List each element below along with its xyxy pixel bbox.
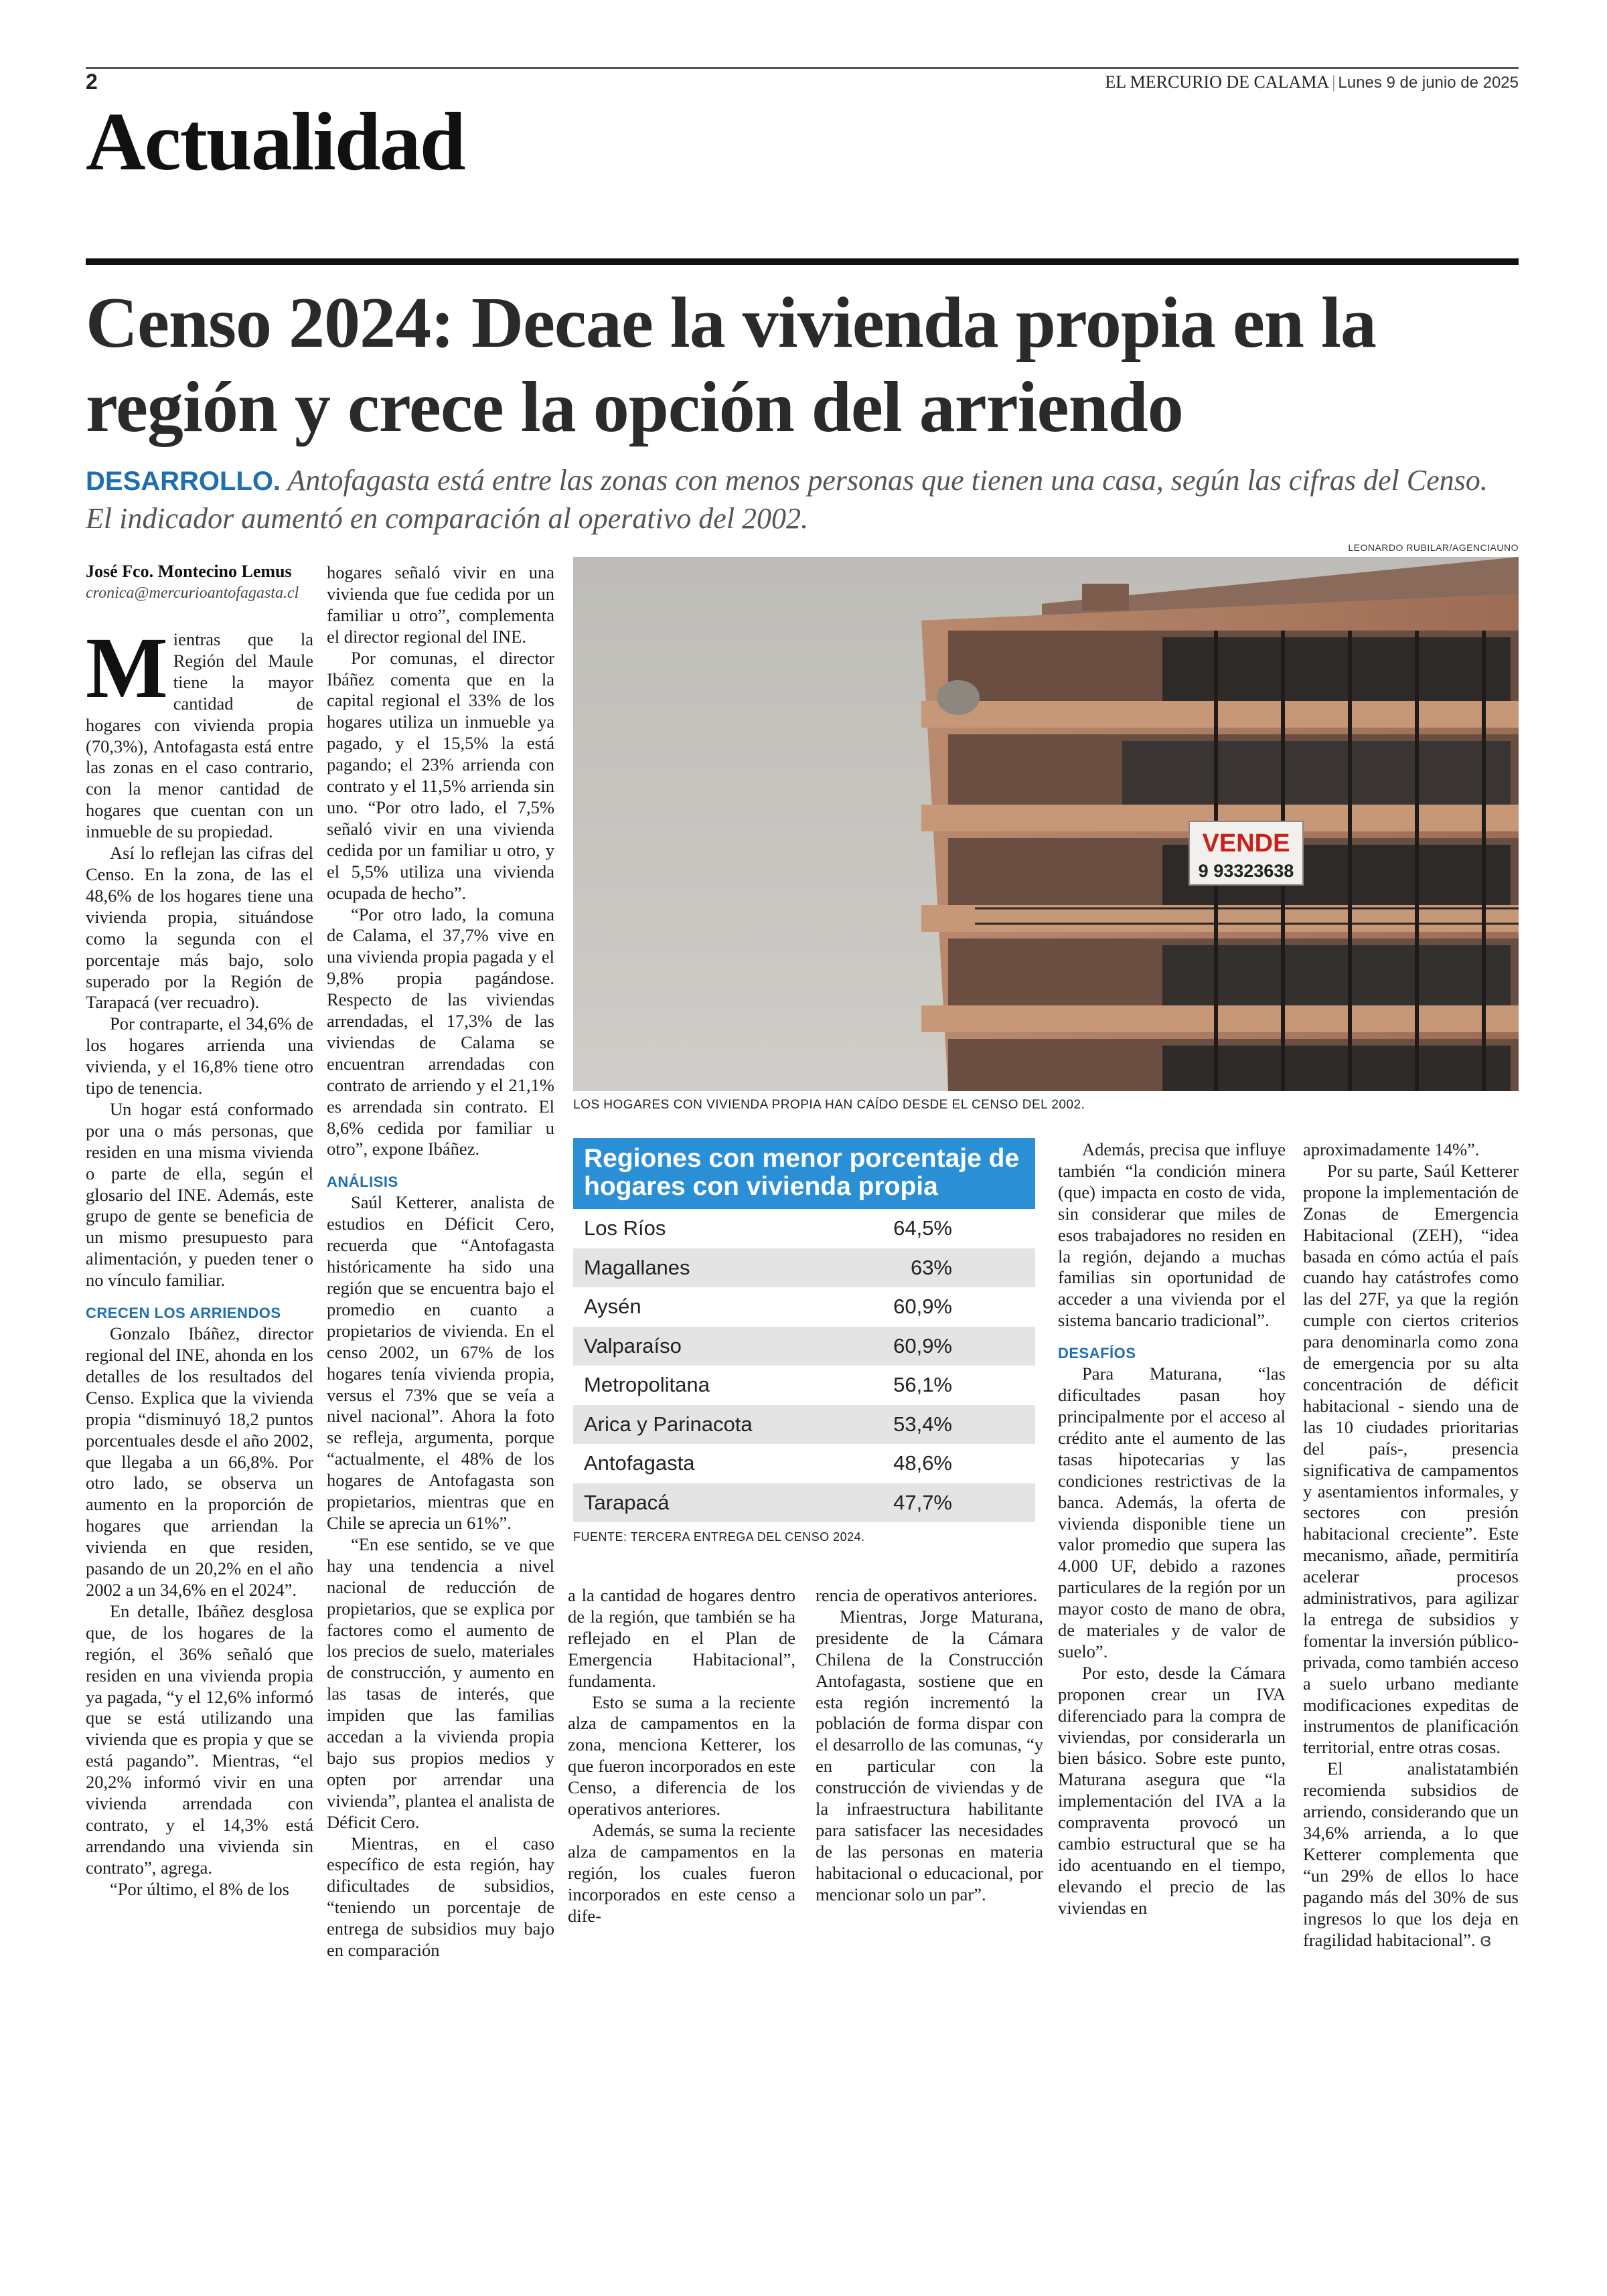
region-name: Aysén bbox=[573, 1287, 830, 1327]
paragraph: Esto se suma a la reciente alza de campamentos en la zona, menciona Ketterer, los que fueron incorporados en este Censo, a diferencia de los operativos anteriores. bbox=[568, 1692, 795, 1819]
paragraph: Gonzalo Ibáñez, director regional del INE, ahonda en los detalles de los resultados del Censo. Explica que la vivienda propia “disminuyó 18,2 puntos porcentuales desde el año 2002, que llegaba a un 66,8%. Por otro lado, se observa un aumento en la proporción de hogares que arriendan la vivienda en que residen, pasando de un 20,2% en el año 2002 a un 34,6% en el 2024”. bbox=[86, 1323, 313, 1600]
lead-paragraph-text: ientras que la Región del Maule tiene la mayor cantidad de hogares con vivienda propia (70,3%), Antofagasta está entre las zonas en el caso contrario, con la menor cantidad de hogares que cuentan con un inmueble de su propiedad. bbox=[86, 629, 313, 842]
infographic bbox=[573, 1138, 1035, 1544]
deck bbox=[86, 462, 1519, 538]
kicker: DESARROLLO. bbox=[86, 467, 281, 496]
region-row bbox=[573, 1287, 1035, 1327]
paragraph: “Por otro lado, la comuna de Calama, el 37,7% vive en una vivienda propia pagada y el 9,8% propia pagándose. Respecto de las viviendas arrendadas, el 17,3% de las viviendas de Calama se encuentran arrendadas con contrato de arriendo y el 21,1% es arrendada sin contrato. El 8,6% cedida por familiar u otro”, expone Ibáñez. bbox=[327, 904, 554, 1159]
region-row bbox=[573, 1405, 1035, 1445]
infographic-source: FUENTE: TERCERA ENTREGA DEL CENSO 2024. bbox=[573, 1530, 865, 1544]
region-name: Metropolitana bbox=[573, 1366, 830, 1405]
region-name: Arica y Parinacota bbox=[573, 1405, 830, 1445]
region-value: 60,9% bbox=[830, 1327, 1035, 1366]
page-number: 2 bbox=[86, 70, 98, 94]
region-value: 60,9% bbox=[830, 1287, 1035, 1327]
photo-credit: LEONARDO RUBILAR/AGENCIAUNO bbox=[1348, 542, 1519, 553]
region-value: 53,4% bbox=[830, 1405, 1035, 1445]
column-1 bbox=[86, 620, 313, 1900]
paragraph: Por comunas, el director Ibáñez comenta que en la capital regional el 33% de los hogares utiliza un inmueble ya pagado, y el 15,5% la está pagando; el 23% arrienda con contrato y el 11,5% arrienda sin uno. “Por otro lado, el 7,5% señaló vivir en una vivienda cedida por un familiar u otro, y el 5,5% utiliza una vivienda ocupada de hecho”. bbox=[327, 647, 554, 903]
section-rule bbox=[86, 258, 1519, 265]
newspaper-name: EL MERCURIO DE CALAMA bbox=[1105, 72, 1330, 92]
column-2 bbox=[327, 562, 554, 1961]
region-table bbox=[573, 1209, 1035, 1522]
paragraph: Por contraparte, el 34,6% de los hogares arrienda una vivienda, y el 16,8% tiene otro tipo de tenencia. bbox=[86, 1013, 313, 1098]
top-rule bbox=[86, 67, 1519, 69]
region-name: Magallanes bbox=[573, 1248, 830, 1288]
region-name: Valparaíso bbox=[573, 1327, 830, 1366]
floor-2 bbox=[921, 734, 1519, 831]
final-paragraph-text: El analistatambién recomienda subsidios de arriendo, considerando que un 34,6% arrienda, a lo que Ketterer complementa que “un 29% de ellos lo hace pagando más del 30% de sus ingresos lo que los deja en fragilidad habitacional”. bbox=[1303, 1758, 1519, 1950]
paragraph: aproximadamente 14%”. bbox=[1303, 1139, 1480, 1159]
paragraph: a la cantidad de hogares dentro de la región, que también se ha reflejado en el Plan de Emergencia Habitacional”, fundamenta. bbox=[568, 1585, 795, 1691]
region-value: 48,6% bbox=[830, 1444, 1035, 1483]
paragraph: Por su parte, Saúl Ketterer propone la implementación de Zonas de Emergencia Habitacional (ZEH), “idea basada en cómo actúa el país cuando hay catástrofes como las del 27F, ya que la región cumple con ciertos criterios para denominarla como zona de emergencia por su alta concentración de déficit habitacional - siendo una de las 10 ciudades prioritarias del país-, presencia significativa de campamentos y asentamientos informales, y sectores con presión habitacional creciente”. Este mecanismo, añade, permitiría acelerar procesos administrativos, para agilizar la entrega de subsidios y fomentar la inversión público-privada, como también acceso a suelo urbano mediante modificaciones expeditas de instrumentos de planificación territorial, entre otras cosas. bbox=[1303, 1160, 1519, 1758]
byline bbox=[86, 561, 313, 604]
sign-text: VENDE bbox=[1202, 829, 1290, 857]
region-row bbox=[573, 1483, 1035, 1523]
column-3 bbox=[568, 1585, 795, 1927]
sign-phone: 9 93323638 bbox=[1198, 861, 1294, 881]
column-5 bbox=[1058, 1139, 1286, 1919]
region-row bbox=[573, 1327, 1035, 1366]
paragraph: rencia de operativos anteriores. bbox=[816, 1585, 1038, 1605]
masthead bbox=[1105, 72, 1519, 92]
region-value: 64,5% bbox=[830, 1209, 1035, 1248]
infographic-title: Regiones con menor porcentaje de hogares con vivienda propia bbox=[573, 1138, 1035, 1209]
paragraph: Un hogar está conformado por una o más personas, que residen en una misma vivienda o parte de ella, según el glosario del INE. Además, este grupo de gente se beneficia de un mismo presupuesto para alimentación, y pueden tener o no vínculo familiar. bbox=[86, 1098, 313, 1291]
headline: Censo 2024: Decae la vivienda propia en la región y crece la opción del arriendo bbox=[86, 283, 1376, 447]
paragraph: Para Maturana, “las dificultades pasan hoy principalmente por el acceso al crédito ante el aumento de las tasas hipotecarias y las condiciones restrictivas de la banca. Además, la oferta de vivienda disponible tiene un valor promedio que supera las 4.000 UF, debido a razones particulares de la región por un mayor costo de mano de obra, de materiales y de valor de suelo”. bbox=[1058, 1364, 1286, 1661]
floor-1 bbox=[921, 631, 1519, 728]
paragraph: Mientras, en el caso específico de esta región, hay dificultades de subsidios, “teniendo un porcentaje de entrega de subsidios muy bajo en comparación bbox=[327, 1833, 554, 1961]
region-row bbox=[573, 1209, 1035, 1248]
author-name: José Fco. Montecino Lemus bbox=[86, 562, 292, 581]
column-4 bbox=[816, 1585, 1043, 1906]
photo-caption: LOS HOGARES CON VIVIENDA PROPIA HAN CAÍDO DESDE EL CENSO DEL 2002. bbox=[573, 1098, 1085, 1112]
end-mark-icon: ɞ bbox=[1480, 1929, 1492, 1951]
floor-4 bbox=[921, 938, 1519, 1032]
subhead-desafios: DESAFÍOS bbox=[1058, 1345, 1136, 1362]
paragraph: Mientras, Jorge Maturana, presidente de la Cámara Chilena de la Construcción Antofagasta, sostiene que en esta región incrementó la población de forma dispar con el desarrollo de las comunas, “y en particular con la construcción de viviendas y de la infraestructura habilitante para satisfacer las necesidades de las personas en materia habitacional o educacional, por mencionar solo un par”. bbox=[816, 1606, 1043, 1904]
region-row bbox=[573, 1366, 1035, 1405]
paragraph: En detalle, Ibáñez desglosa que, de los hogares de la región, el 36% señaló que residen en una vivienda propia ya pagada, “y el 12,6% informó que se está utilizando una vivienda que es propia y que se está pagando”. Mientras, “el 20,2% informó vivir en una vivienda arrendada con contrato, y el 14,3% está arrendando una vivienda sin contrato”, agrega. bbox=[86, 1601, 313, 1878]
section-title: Actualidad bbox=[86, 96, 465, 187]
region-name: Los Ríos bbox=[573, 1209, 830, 1248]
column-6 bbox=[1303, 1139, 1519, 1951]
building-photo bbox=[573, 557, 1519, 1091]
paragraph bbox=[1303, 1758, 1519, 1951]
sale-sign bbox=[1189, 821, 1303, 885]
subhead-analisis: ANÁLISIS bbox=[327, 1173, 398, 1191]
masthead-separator: | bbox=[1332, 72, 1336, 92]
paragraph: hogares señaló vivir en una vivienda que fue cedida por un familiar u otro”, complementa el director regional del INE. bbox=[327, 562, 554, 647]
paragraph: Saúl Ketterer, analista de estudios en Déficit Cero, recuerda que “Antofagasta históricamente ha sido una región que se encuentra bajo el promedio en cuanto a propietarios de vivienda. En el censo 2002, un 67% de los hogares tenía vivienda propia, versus el 73% que se veía a nivel nacional”. Ahora la foto se refleja, argumenta, porque “actualmente, el 48% de los hogares de Antofagasta son propietarios, mientras que en Chile se aprecia un 61%”. bbox=[327, 1192, 554, 1533]
paragraph: Además, precisa que influye también “la condición minera (que) impacta en costo de vida, sin considerar que miles de esos trabajadores no residen en la región, dejando a muchas familias sin oportunidad de acceder a una vivienda por el sistema bancario tradicional”. bbox=[1058, 1139, 1286, 1331]
region-value: 47,7% bbox=[830, 1483, 1035, 1523]
paragraph: Así lo reflejan las cifras del Censo. En la zona, de las el 48,6% de los hogares tiene una vivienda propia, situándose como la segunda con el porcentaje más bajo, solo superado por la Región de Tarapacá (ver recuadro). bbox=[86, 843, 313, 1013]
region-name: Antofagasta bbox=[573, 1444, 830, 1483]
deck-text: Antofagasta está entre las zonas con menos personas que tienen una casa, según las cifras del Censo. El indicador aumentó en comparación al operativo del 2002. bbox=[86, 464, 1488, 535]
issue-date: Lunes 9 de junio de 2025 bbox=[1338, 74, 1519, 92]
region-value: 56,1% bbox=[830, 1366, 1035, 1405]
floor-5 bbox=[948, 1039, 1519, 1091]
author-email: cronica@mercurioantofagasta.cl bbox=[86, 584, 299, 602]
paragraph: “Por último, el 8% de los bbox=[110, 1878, 289, 1899]
lead-paragraph bbox=[86, 620, 313, 843]
paragraph: Por esto, desde la Cámara proponen crear un IVA diferenciado para la compra de viviendas, por considerarla un bien básico. Sobre este punto, Maturana asegura que “la implementación del IVA a la compraventa provocó un cambio estructural que se ha ido acentuando en el tiempo, elevando el precio de las viviendas en bbox=[1058, 1662, 1286, 1918]
subhead-arriendos: CRECEN LOS ARRIENDOS bbox=[86, 1305, 281, 1322]
dropcap: M bbox=[86, 620, 168, 716]
region-row bbox=[573, 1248, 1035, 1288]
region-name: Tarapacá bbox=[573, 1483, 830, 1523]
region-value: 63% bbox=[830, 1248, 1035, 1288]
region-row bbox=[573, 1444, 1035, 1483]
building-illustration bbox=[573, 557, 1519, 1091]
paragraph: Además, se suma la reciente alza de campamentos en la región, los cuales fueron incorporados en este censo a dife- bbox=[568, 1819, 795, 1926]
paragraph: “En ese sentido, se ve que hay una tendencia a nivel nacional de reducción de propietarios, que se explica por factores como el aumento de los precios de suelo, materiales de construcción, y aumento en las tasas de interés, que impiden que las familias accedan a la vivienda propia bajo sus propios medios y opten por arrendar una vivienda”, plantea el analista de Déficit Cero. bbox=[327, 1534, 554, 1832]
